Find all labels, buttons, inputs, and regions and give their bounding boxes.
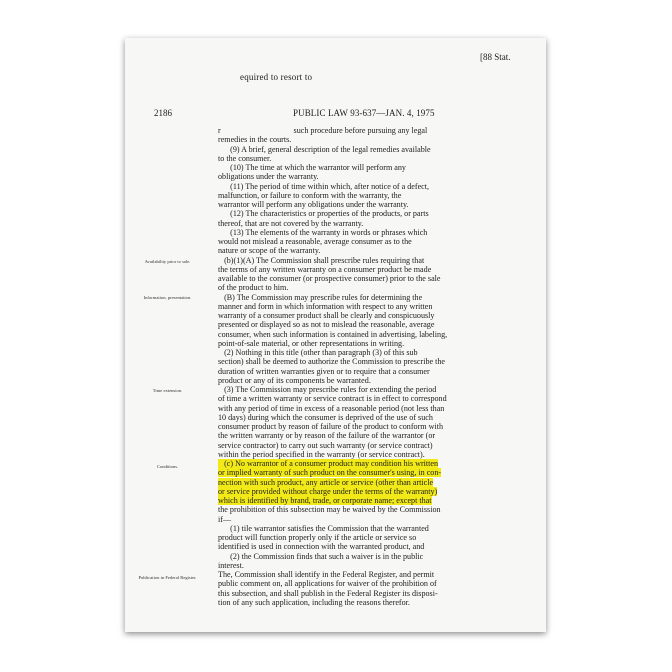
text-line: [218, 579, 518, 588]
text-line: [218, 339, 518, 348]
text-line: [218, 496, 518, 505]
line-text: of the product to him.: [218, 283, 289, 293]
line-text: available to the consumer (or prospective consumer) prior to the sale: [218, 274, 441, 283]
line-text: 10 days) during which the consumer is deprived of the use of such: [218, 412, 433, 422]
text-line: [218, 237, 518, 246]
text-line: [218, 135, 518, 144]
text-line: [218, 256, 518, 265]
text-line: [218, 404, 518, 413]
text-line: [218, 533, 518, 542]
margin-note-conditions: Conditions.: [156, 464, 179, 469]
text-line: [218, 552, 518, 561]
text-line: [218, 311, 518, 320]
text-line: [218, 357, 518, 366]
line-text: would not mislead a reasonable, average consumer as to the: [218, 237, 412, 246]
text-line: [218, 274, 518, 283]
text-line: [218, 154, 518, 163]
highlighted-text: nection with such product, any article or service (other than article: [218, 477, 434, 487]
line-text: warranty of a consumer product shall be clearly and conspicuously: [218, 311, 435, 320]
line-text: if—: [218, 514, 232, 524]
text-line: [218, 450, 518, 459]
text-line: [218, 478, 518, 487]
line-text: (12) The characteristics or properties of the products, or parts: [218, 209, 429, 219]
line-text: (13) The elements of the warranty in words or phrases which: [218, 227, 428, 237]
text-line: [218, 413, 518, 422]
line-text: tion of any such application, including the reasons therefor.: [218, 597, 410, 607]
line-text: within the period specified in the warranty (or service contract).: [218, 449, 425, 459]
text-line: [218, 182, 518, 191]
line-text: (b)(1)(A) The Commission shall prescribe rules requiring that: [218, 255, 425, 265]
line-text: product will function properly only if the article or service so: [218, 533, 417, 542]
line-text: nature or scope of the warranty.: [218, 246, 321, 256]
margin-note-publication: Publication in Federal Register.: [138, 575, 197, 580]
highlighted-text: or service provided without charge under the terms of the warranty): [218, 486, 438, 496]
line-text: presented or displayed so as not to mislead the reasonable, average: [218, 320, 435, 330]
text-line: [218, 487, 518, 496]
text-line: [218, 459, 518, 468]
text-line: [218, 219, 518, 228]
text-line: [218, 246, 518, 255]
line-text: to the consumer.: [218, 153, 272, 163]
line-text: point-of-sale material, or other representations in writing.: [218, 338, 405, 348]
line-text: thereof, that are not covered by the warranty.: [218, 218, 364, 228]
text-line: [218, 191, 518, 200]
text-line: [218, 431, 518, 440]
text-line: [218, 126, 518, 135]
line-text: consumer, when such information is contained in advertising, labeling,: [218, 329, 448, 339]
text-line: [218, 283, 518, 292]
body-text: [218, 126, 518, 607]
line-text: with any period of time in excess of a reasonable period (not less than: [218, 403, 445, 413]
line-text: identified is used in connection with the warranted product, and: [218, 542, 425, 552]
text-line: [218, 422, 518, 431]
highlighted-text: (c) No warrantor of a consumer product may condition his written: [218, 459, 439, 468]
line-text: the prohibition of this subsection may be waived by the Commission: [218, 505, 441, 515]
highlighted-text: which is identified by brand, trade, or corporate name; except that: [218, 496, 432, 505]
text-fragment: equired to resort to: [240, 72, 313, 82]
line-text: public comment on, all applications for waiver of the prohibition of: [218, 579, 437, 589]
line-text: (10) The time at which the warrantor will perform any: [218, 163, 406, 172]
text-line: [218, 376, 518, 385]
text-line: [218, 145, 518, 154]
text-line: [218, 561, 518, 570]
line-text: (3) The Commission may prescribe rules for extending the period: [218, 385, 437, 394]
text-line: [218, 515, 518, 524]
text-line: [218, 598, 518, 607]
text-line: [218, 385, 518, 394]
line-text: this subsection, and shall publish in the Federal Register its disposi-: [218, 588, 438, 598]
line-text: remedies in the courts.: [218, 135, 292, 145]
text-line: [218, 589, 518, 598]
margin-note-information: Information, presentation.: [143, 295, 192, 300]
margin-note-time-extension: Time extension.: [152, 388, 183, 393]
line-text: the written warranty or by reason of the failure of the warrantor (or: [218, 431, 436, 441]
text-line: [218, 330, 518, 339]
line-text: warrantor will perform any obligations under the warranty.: [218, 200, 409, 209]
text-line: [218, 468, 518, 477]
line-text: product or any of its components be warranted.: [218, 375, 371, 385]
text-line: [218, 172, 518, 181]
text-line: [218, 200, 518, 209]
line-text: duration of written warranties given or to require that a consumer: [218, 366, 430, 376]
text-line: [218, 570, 518, 579]
line-text: malfunction, or failure to conform with the warranty, the: [218, 190, 402, 200]
page-number: 2186: [154, 108, 172, 118]
line-text: (B) The Commission may prescribe rules for determining the: [218, 292, 423, 302]
text-line: [218, 265, 518, 274]
line-text: consumer product by reason of failure of the product to conform with: [218, 422, 443, 431]
document-page: [125, 38, 546, 632]
text-line: [218, 302, 518, 311]
highlighted-text: or implied warranty of such product on the consumer's using, in con-: [218, 468, 442, 478]
line-text: (2) the Commission finds that such a waiver is in the public: [218, 551, 424, 561]
line-text: interest.: [218, 560, 244, 570]
line-text: the terms of any written warranty on a consumer product be made: [218, 264, 432, 274]
line-text: (2) Nothing in this title (other than paragraph (3) of this sub: [218, 348, 418, 357]
line-text: section) shall be deemed to authorize the Commission to prescribe the: [218, 357, 446, 367]
statute-reference: [88 Stat.: [480, 52, 511, 62]
text-line: [218, 367, 518, 376]
text-line: [218, 505, 518, 514]
line-text: (11) The period of time within which, after notice of a defect,: [218, 181, 430, 191]
line-text: r such procedure before pursuing any legal: [218, 126, 428, 135]
text-line: [218, 441, 518, 450]
text-line: [218, 348, 518, 357]
line-text: The, Commission shall identify in the Federal Register, and permit: [218, 570, 435, 579]
margin-note-availability: Availability prior to sale.: [144, 259, 191, 264]
text-line: [218, 320, 518, 329]
text-line: [218, 209, 518, 218]
text-line: [218, 163, 518, 172]
text-line: [218, 228, 518, 237]
line-text: (9) A brief, general description of the legal remedies available: [218, 144, 431, 154]
text-line: [218, 524, 518, 533]
text-line: [218, 542, 518, 551]
line-text: of time a written warranty or service contract is in effect to correspond: [218, 394, 447, 404]
line-text: (1) tile warrantor satisfies the Commission that the warranted: [218, 523, 429, 533]
running-header: PUBLIC LAW 93-637—JAN. 4, 1975: [293, 108, 435, 118]
line-text: service contractor) to carry out such warranty (or service contract): [218, 440, 433, 450]
line-text: obligations under the warranty.: [218, 172, 319, 182]
text-line: [218, 293, 518, 302]
line-text: manner and form in which information with respect to any written: [218, 301, 433, 311]
text-line: [218, 394, 518, 403]
